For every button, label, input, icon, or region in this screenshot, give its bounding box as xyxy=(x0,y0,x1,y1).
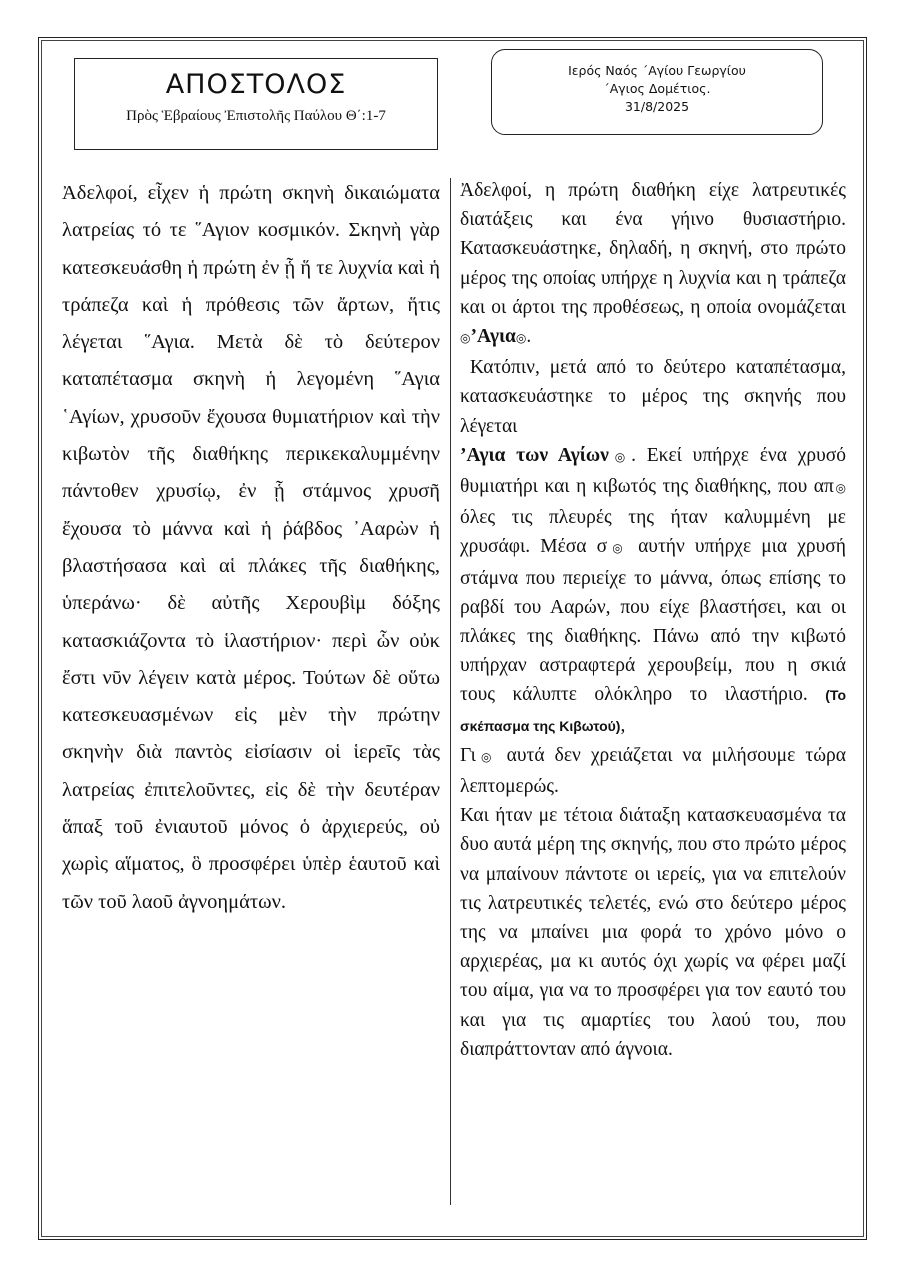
page-title: ΑΠΟΣΤΟΛΟΣ xyxy=(165,69,347,100)
bracket-note: (Το σκέπασμα της Κιβωτού) xyxy=(460,687,846,734)
quote-symbol: ◎ xyxy=(475,749,497,764)
translation-paragraph-5: Και ήταν με τέτοια διάταξη κατασκευασμένα τα δυο αυτά μέρη της σκηνής, που στο πρώτο μέρος να μπαίνουν πάντοτε οι ιερείς, για να επιτελούν τις λατρευτικές τελετές, ενώ στο δεύτερο μέρος της να μπαίνει μια φορά το χρόνο μόνο ο αρχιερέας, μα κι αυτός όχι χωρίς να φέρει μαζί του αίμα, για να το προσφέρει για τον εαυτό του και για τις αμαρτίες του λαού του, που διαπράττονταν από άγνοια. xyxy=(460,805,846,1060)
quote-symbol: ◎ xyxy=(460,331,471,346)
quote-symbol: ◎ xyxy=(608,449,632,464)
ancient-text-paragraph: Ἀδελφοί, εἶχεν ἡ πρώτη σκηνὴ δικαιώματα λατρείας τό τε ῞Αγιον κοσμικόν. Σκηνὴ γὰρ κατεσκευάσθη ἡ πρώτη ἐν ᾗ ἥ τε λυχνία καὶ ἡ τράπεζα καὶ ἡ πρόθεσις τῶν ἄρτων, ἥτις λέγεται ῞Αγια. Μετὰ δὲ τὸ δεύτερον καταπέτασμα σκηνὴ ἡ λεγομένη ῞Αγια ῾Αγίων, χρυσοῦν ἔχουσα θυμιατήριον καὶ τὴν κιβωτὸν τῆς διαθήκης περικεκαλυμμένην πάντοθεν χρυσίῳ, ἐν ᾗ στάμνος χρυσῆ ἔχουσα τὸ μάννα καὶ ἡ ῥάβδος ᾿Ααρὼν ἡ βλαστήσασα καὶ αἱ πλάκες τῆς διαθήκης, ὑπεράνω· δὲ αὐτῆς Χερουβὶμ δόξης κατασκιάζοντα τὸ ἱλαστήριον· περὶ ὧν οὐκ ἔστι νῦν λέγειν κατὰ μέρος. Τούτων δὲ οὕτω κατεσκευασμένων εἰς μὲν τὴν πρώτην σκηνὴν διὰ παντὸς εἰσίασιν οἱ ἱερεῖς τὰς λατρείας ἐπιτελοῦντες, εἰς δὲ τὴν δευτέραν ἅπαξ τοῦ ἐνιαυτοῦ μόνος ὁ ἀρχιερεύς, οὐ χωρὶς αἵματος, ὃ προσφέρει ὑπὲρ ἑαυτοῦ καὶ τῶν τοῦ λαοῦ ἀγνοημάτων. xyxy=(62,182,440,913)
text-segment: όλες τις πλευρές της ήταν καλυμμένη με χρυσάφι. Μέσα σ xyxy=(460,507,846,558)
bold-term: ’Αγια των Αγίων xyxy=(460,444,609,466)
bold-term: ’Αγια xyxy=(470,326,516,348)
text-segment: Γι xyxy=(460,744,476,766)
text-segment: . xyxy=(526,326,532,348)
translation-paragraph-1 xyxy=(460,176,846,353)
date: 31/8/2025 xyxy=(624,99,690,114)
translation-paragraph-3 xyxy=(460,441,846,741)
quote-symbol: ◎ xyxy=(607,541,628,556)
translation-paragraph-2 xyxy=(460,353,846,441)
text-segment: Ἀδελφοί, η πρώτη διαθήκη είχε λατρευτικές διατάξεις και ένα γήινο θυσιαστήριο. Κατασκευάστηκε, δηλαδή, η σκηνή, στο πρώτο μέρος της οποίας υπήρχε η λυχνία και η τράπεζα και οι άρτοι της προθέσεως, η οποία ονομάζεται xyxy=(460,180,846,318)
translation-paragraph-4 xyxy=(460,741,846,801)
church-name: Ιερός Ναός ΄Αγίου Γεωργίου xyxy=(568,63,746,78)
text-segment: . Εκεί υπήρχε ένα χρυσό θυμιατήρι και η κιβωτός της διαθήκης, που απ xyxy=(460,444,846,498)
quote-symbol: ◎ xyxy=(833,481,846,496)
reading-reference: Πρὸς Ἑβραίους Ἐπιστολῆς Παύλου Θ΄:1-7 xyxy=(126,108,386,124)
place-name: ΄Αγιος Δομέτιος. xyxy=(603,81,711,96)
column-divider xyxy=(450,178,451,1205)
ancient-greek-text xyxy=(62,175,440,921)
church-info-box xyxy=(491,49,823,135)
text-segment: , xyxy=(620,714,626,736)
title-box xyxy=(74,58,438,150)
modern-greek-translation xyxy=(460,176,846,1064)
quote-symbol: ◎ xyxy=(515,331,527,346)
text-segment: αυτήν υπήρχε μια χρυσή στάμνα που περιείχε το μάννα, όπως επίσης το ραβδί του Ααρών, που είχε βλαστήσει, και οι πλάκες της διαθήκης. Πάνω από την κιβωτό υπήρχαν αστραφτερά χερουβείμ, που η σκιά τους κάλυπτε ολόκληρο το ιλαστήριο. xyxy=(460,536,846,706)
text-segment: αυτά δεν χρειάζεται να μιλήσουμε τώρα λεπτομερώς. xyxy=(460,744,846,798)
text-segment: Κατόπιν, μετά από το δεύτερο καταπέτασμα, κατασκευάστηκε το μέρος της σκηνής που λέγεται xyxy=(460,357,846,437)
